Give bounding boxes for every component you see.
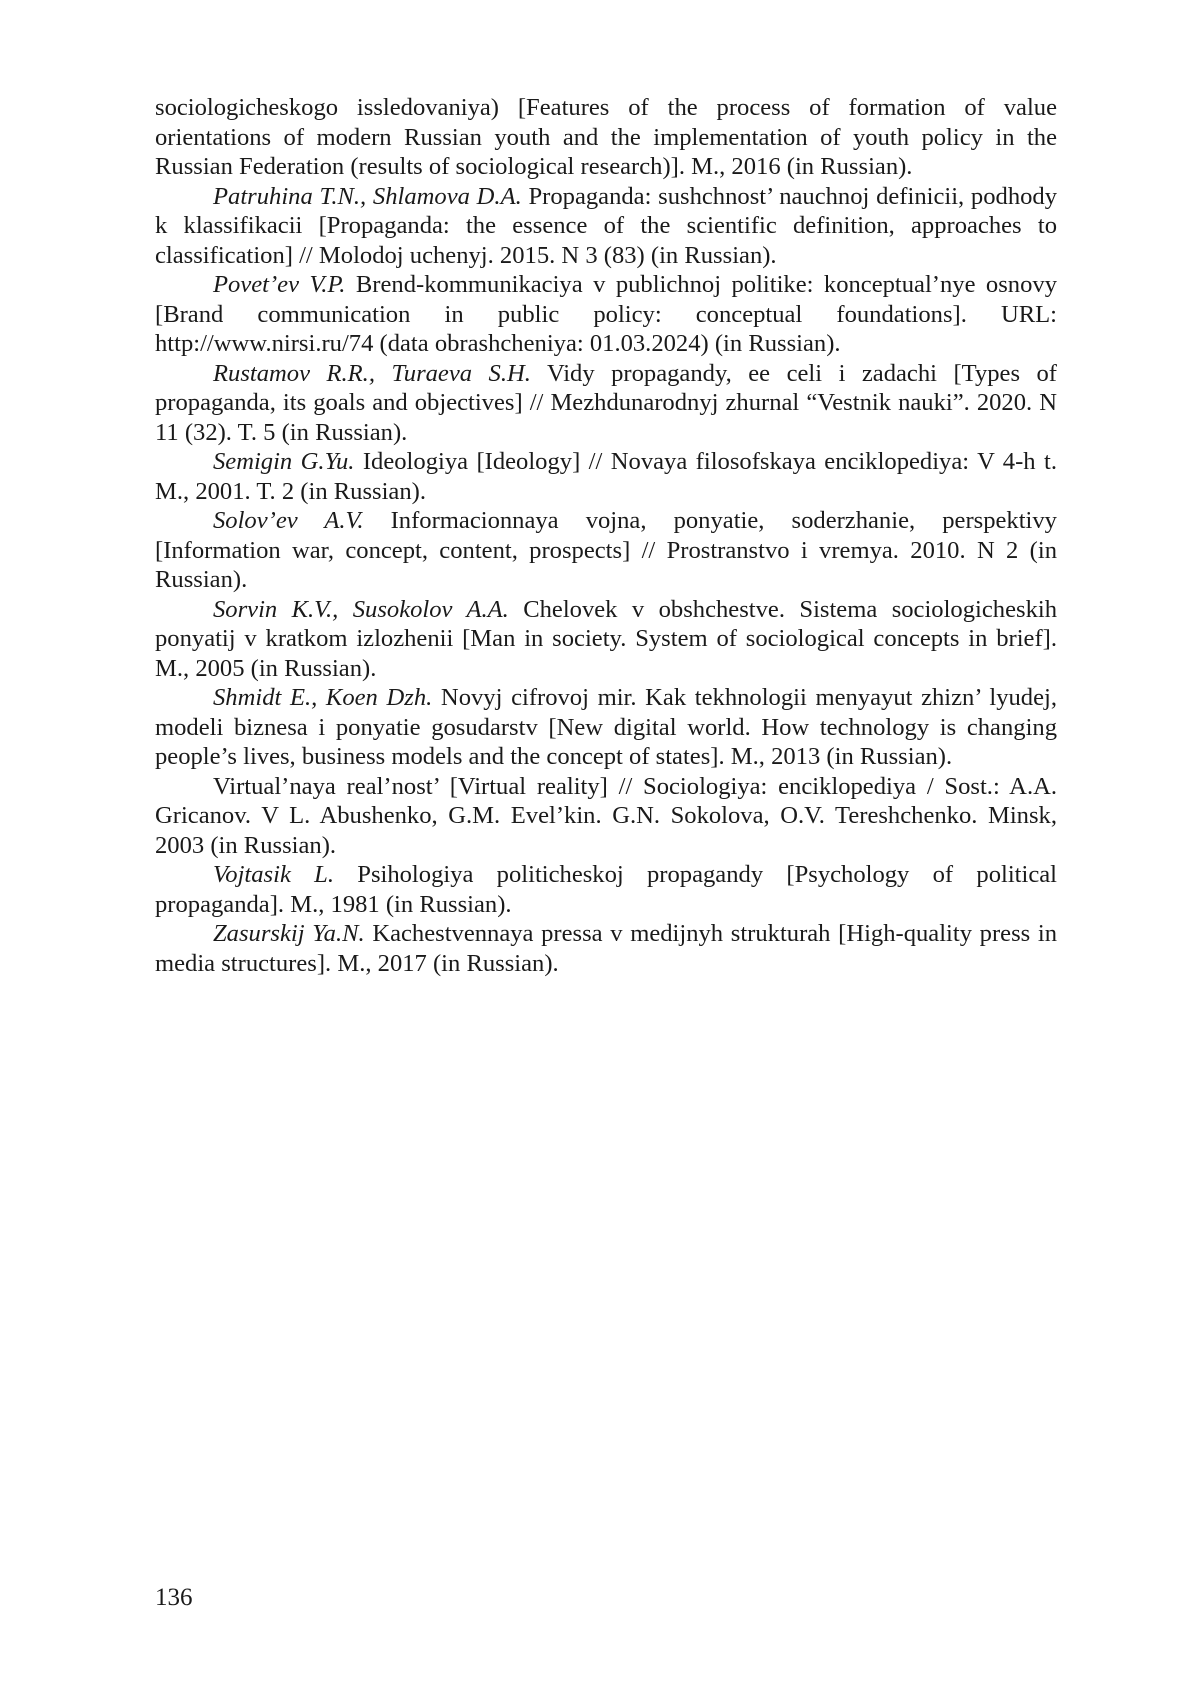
reference-text: Informacionnaya vojna, ponyatie, soderzhanie, perspektivy [Information war, concept, content, prospects] // Prostranstvo i vremya. 2010. N 2 (in Russian). [155, 507, 1057, 593]
reference-text: Kachestvennaya pressa v medijnyh strukturah [High-quality press in media structures]. M., 2017 (in Russian). [155, 920, 1057, 977]
reference-author: Rustamov R.R., Turaeva S.H. [213, 360, 531, 387]
page-number: 136 [155, 1583, 193, 1613]
reference-entry [155, 506, 1057, 595]
reference-entry [155, 919, 1057, 978]
reference-entry [155, 270, 1057, 359]
reference-text: Psihologiya politicheskoj propagandy [Psychology of political propaganda]. M., 1981 (in Russian). [155, 861, 1057, 918]
reference-author: Sorvin K.V., Susokolov A.A. [213, 596, 509, 623]
reference-entry [155, 359, 1057, 448]
reference-text: sociologicheskogo issledovaniya) [Features of the process of formation of value orientations of modern Russian youth and the implementation of youth policy in the Russian Federation (results of sociological research)]. M., 2016 (in Russian). [155, 94, 1057, 180]
reference-author: Zasurskij Ya.N. [213, 920, 365, 947]
reference-text: Propaganda: sushchnost’ nauchnoj definicii, podhody k klassifikacii [Propaganda: the essence of the scientific definition, approaches to classification] // Molodoj uchenyj. 2015. N 3 (83) (in Russian). [155, 183, 1057, 269]
reference-text: Chelovek v obshchestve. Sistema sociologicheskih ponyatij v kratkom izlozhenii [Man in society. System of sociological concepts in brief]. M., 2005 (in Russian). [155, 596, 1057, 682]
reference-entry [155, 860, 1057, 919]
reference-entry [155, 683, 1057, 772]
reference-entry [155, 772, 1057, 861]
reference-entry [155, 595, 1057, 684]
reference-entry [155, 447, 1057, 506]
reference-text: Brend-kommunikaciya v publichnoj politike: konceptual’nye osnovy [Brand communication in public policy: conceptual foundations]. URL: http://www.nirsi.ru/74 (data obrashcheniya: 01.03.2024) (in Russian). [155, 271, 1057, 357]
reference-entry-continued [155, 93, 1057, 182]
reference-entry [155, 182, 1057, 271]
reference-author: Vojtasik L. [213, 861, 334, 888]
reference-text: Ideologiya [Ideology] // Novaya filosofskaya enciklopediya: V 4-h t. M., 2001. T. 2 (in Russian). [155, 448, 1057, 505]
reference-author: Solov’ev A.V. [213, 507, 364, 534]
reference-text: Vidy propagandy, ee celi i zadachi [Types of propaganda, its goals and objectives] // Mezhdunarodnyj zhurnal “Vestnik nauki”. 2020. N 11 (32). T. 5 (in Russian). [155, 360, 1057, 446]
reference-text: Virtual’naya real’nost’ [Virtual reality] // Sociologiya: enciklopediya / Sost.: A.A. Gricanov. V L. Abushenko, G.M. Evel’kin. G.N. Sokolova, O.V. Tereshchenko. Minsk, 2003 (in Russian). [155, 773, 1057, 859]
reference-list [155, 93, 1057, 978]
reference-author: Patruhina T.N., Shlamova D.A. [213, 183, 522, 210]
reference-author: Semigin G.Yu. [213, 448, 354, 475]
reference-author: Shmidt E., Koen Dzh. [213, 684, 432, 711]
reference-text: Novyj cifrovoj mir. Kak tekhnologii menyayut zhizn’ lyudej, modeli biznesa i ponyatie gosudarstv [New digital world. How technology is changing people’s lives, business models and the concept of states]. M., 2013 (in Russian). [155, 684, 1057, 770]
reference-author: Povet’ev V.P. [213, 271, 345, 298]
